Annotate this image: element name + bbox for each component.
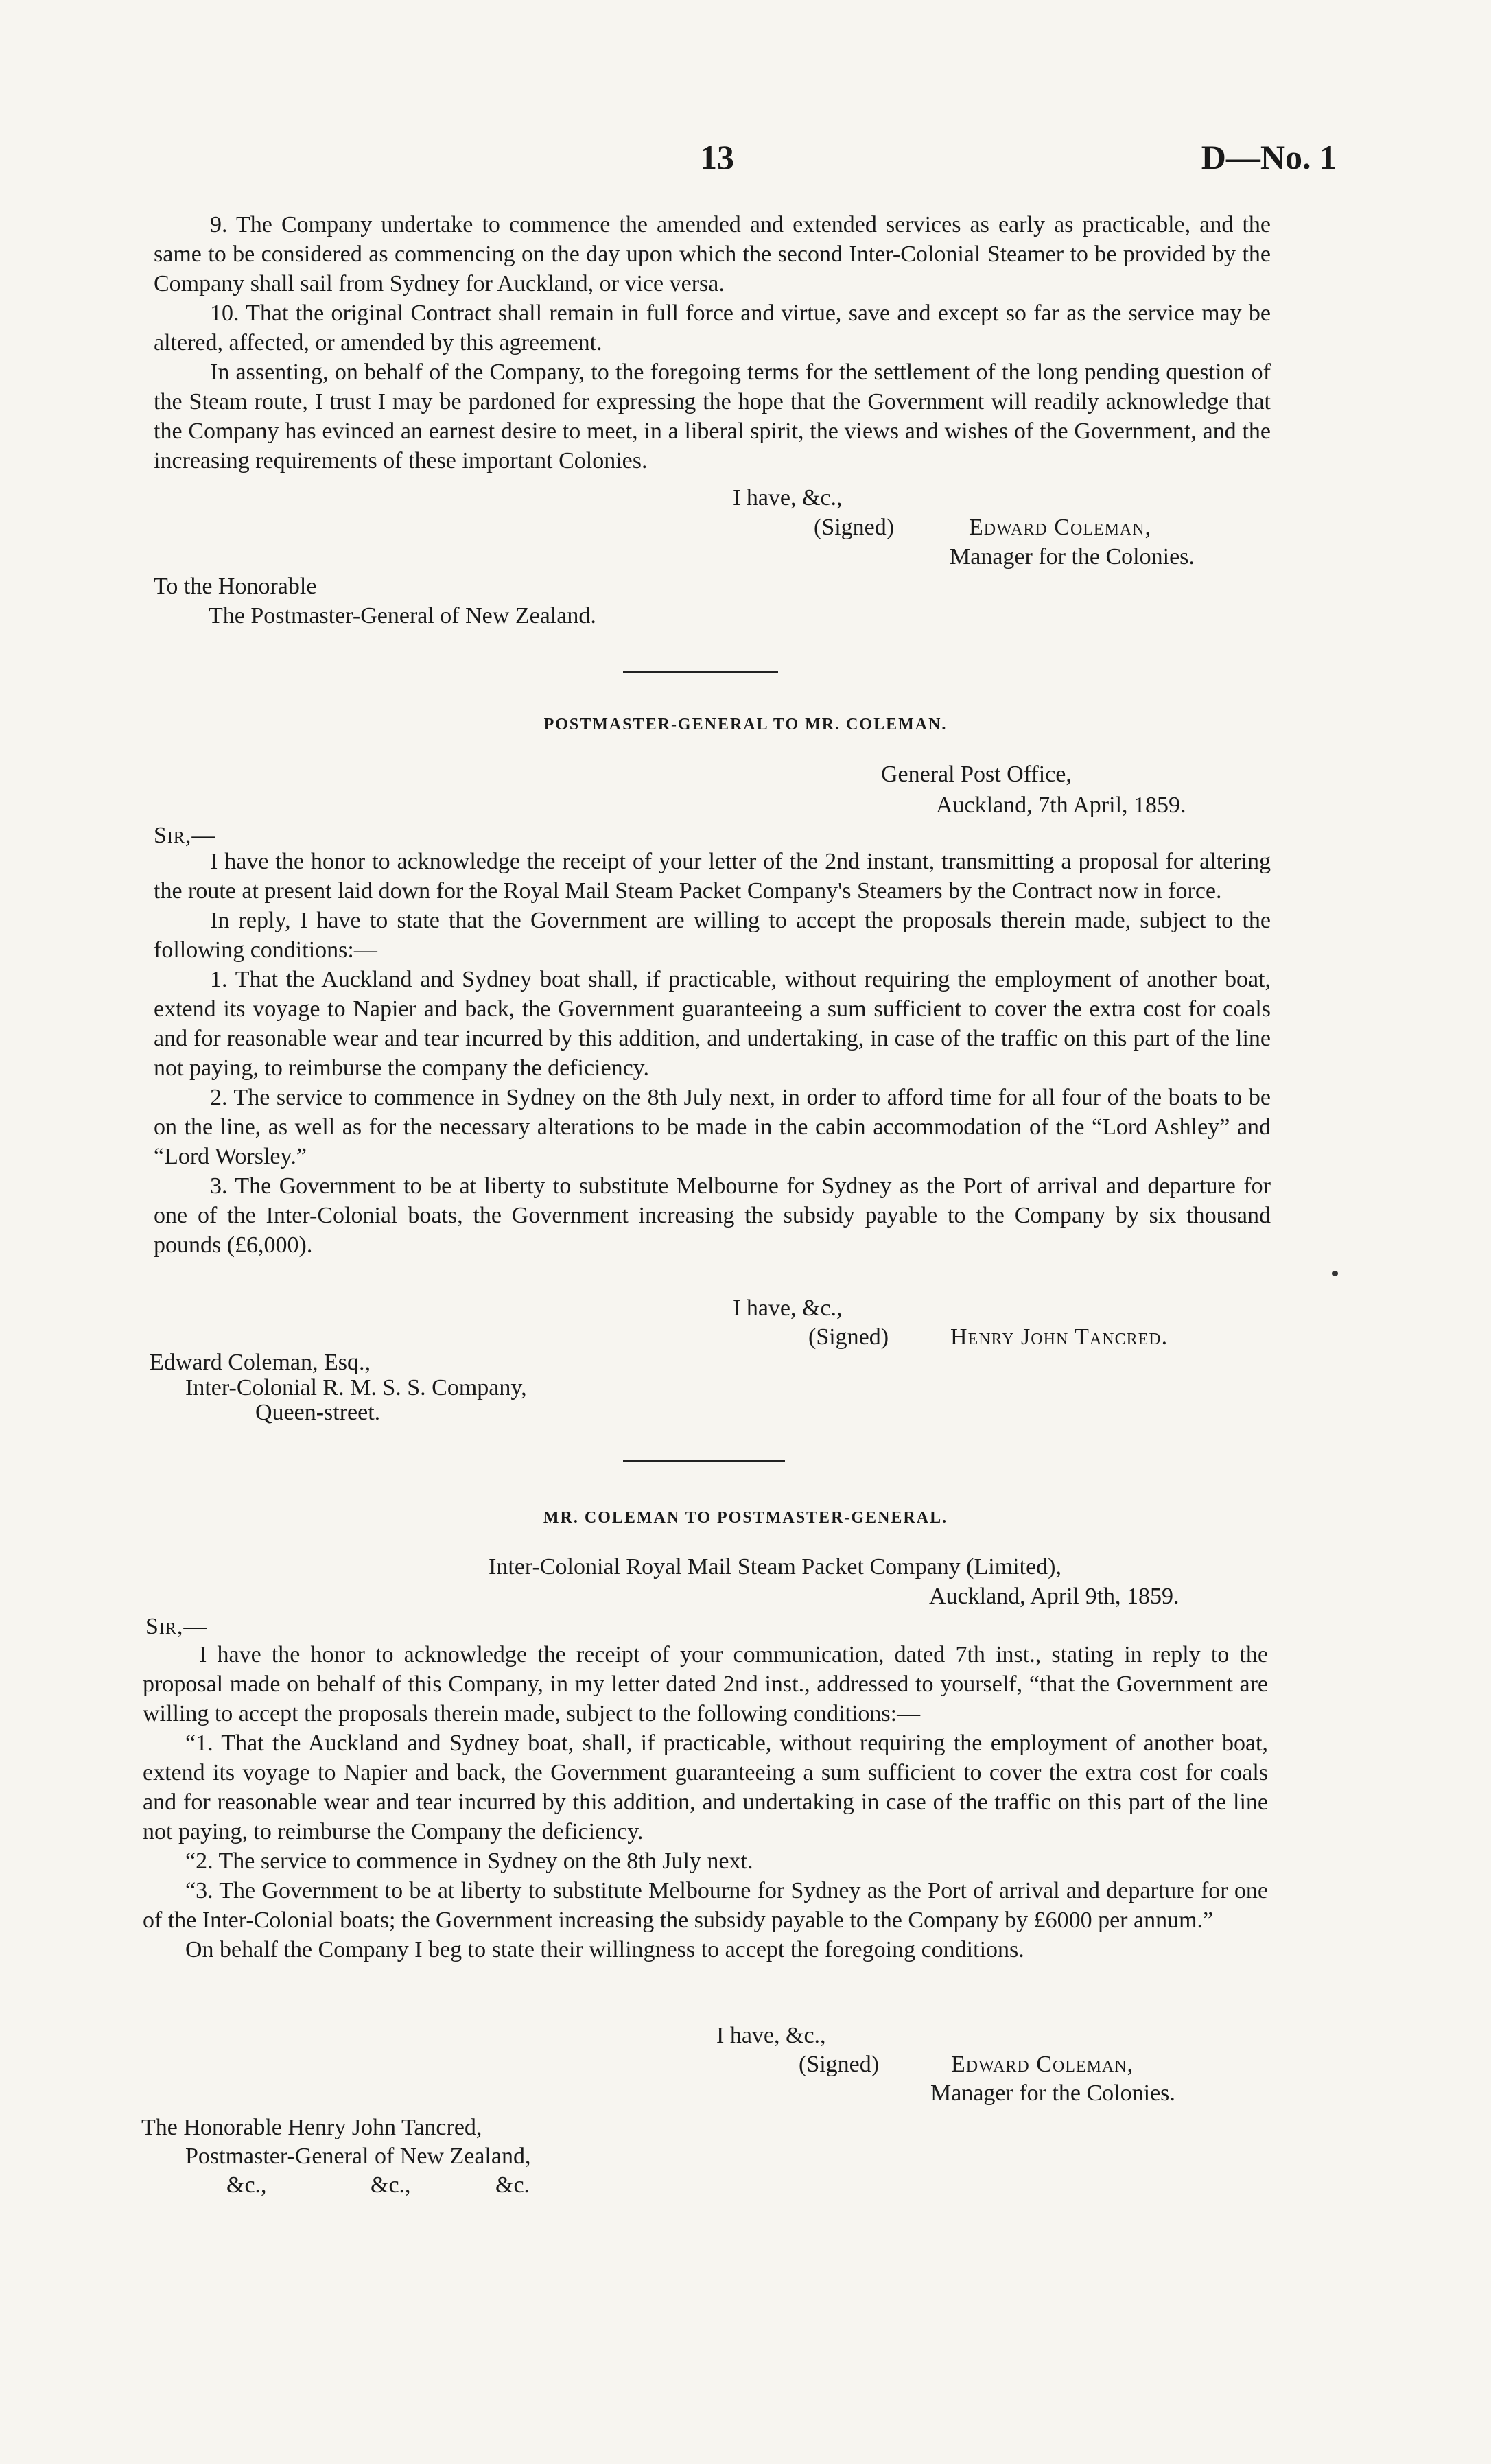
page-number: 13 (700, 138, 734, 176)
signatory: Henry John Tancred. (950, 1324, 1169, 1350)
letter1-body (154, 210, 1271, 476)
section-divider (623, 1460, 785, 1462)
etc: &c., (371, 2172, 411, 2198)
letter-date: Auckland, April 9th, 1859. (929, 1584, 1179, 1609)
salutation: Sir,— (145, 1614, 208, 1639)
signatory-title: Manager for the Colonies. (950, 544, 1195, 570)
paragraph: 2. The service to commence in Sydney on the 8th July next, in order to afford time for all four of the boats to be on the line, as well as for the necessary alterations to be made in the cabin accommodation of the “Lord Ashley” and “Lord Worsley.” (154, 1085, 1271, 1169)
recipient-address: The Honorable Henry John Tancred, (141, 2115, 482, 2140)
letter-heading: MR. COLEMAN TO POSTMASTER-GENERAL. (543, 1509, 948, 1527)
paragraph: I have the honor to acknowledge the receipt of your letter of the 2nd instant, transmitting a proposal for altering the route at present laid down for the Royal Mail Steam Packet Company's Steamers by the Contract now in force. (154, 849, 1271, 904)
recipient-address: Inter-Colonial R. M. S. S. Company, (185, 1375, 527, 1400)
paragraph: In reply, I have to state that the Government are willing to accept the proposals therein made, subject to the following conditions:— (154, 908, 1271, 963)
paragraph: “3. The Government to be at liberty to substitute Melbourne for Sydney as the Port of arrival and departure for one of the Inter-Colonial boats; the Government increasing the subsidy payable to the Company by £6000 per annum.” (143, 1878, 1268, 1933)
document-reference: D—No. 1 (1201, 138, 1337, 176)
paragraph: 10. That the original Contract shall remain in full force and virtue, save and except so far as the service may be altered, affected, or amended by this agreement. (154, 301, 1271, 355)
signed-label: (Signed) (814, 515, 895, 540)
paragraph: I have the honor to acknowledge the receipt of your communication, dated 7th inst., stating in reply to the proposal made on behalf of this Company, in my letter dated 2nd inst., addressed to yourself, “that the Government are willing to accept the proposals therein made, subject to the following conditions:— (143, 1642, 1268, 1726)
paragraph: “1. That the Auckland and Sydney boat, shall, if practicable, without requiring the employment of another boat, extend its voyage to Napier and back, the Government guaranteeing a sum sufficient to cover the extra cost for coals and for reasonable wear and tear incurred by this addition, and undertaking in case of the traffic on this part of the line not paying, to reimburse the Company the deficiency. (143, 1730, 1268, 1844)
addressee: To the Honorable (154, 574, 317, 599)
paragraph: “2. The service to commence in Sydney on the 8th July next. (185, 1849, 753, 1874)
letter3-body (143, 1640, 1268, 1964)
stray-mark (1332, 1271, 1338, 1276)
section-divider (623, 671, 778, 673)
letter-place: Inter-Colonial Royal Mail Steam Packet Company (Limited), (489, 1554, 1061, 1580)
signatory: Edward Coleman, (951, 2052, 1134, 2077)
signatory: Edward Coleman, (969, 515, 1152, 540)
paragraph: 1. That the Auckland and Sydney boat shall, if practicable, without requiring the employment of another boat, extend its voyage to Napier and back, the Government guaranteeing a sum sufficient to cover the extra cost for coals and for reasonable wear and tear incurred by this addition, and undertaking, in case of the traffic on this part of the line not paying, to reimburse the company the deficiency. (154, 967, 1271, 1081)
recipient-address: Edward Coleman, Esq., (150, 1350, 371, 1375)
signed-label: (Signed) (799, 2052, 880, 2077)
recipient-address: Postmaster-General of New Zealand, (185, 2144, 531, 2169)
closing: I have, &c., (733, 1295, 843, 1321)
paragraph: 3. The Government to be at liberty to substitute Melbourne for Sydney as the Port of arrival and departure for one of the Inter-Colonial boats, the Government increasing the subsidy payable to the Company by six thousand pounds (£6,000). (154, 1173, 1271, 1258)
signatory-title: Manager for the Colonies. (930, 2080, 1175, 2106)
letter-date: Auckland, 7th April, 1859. (936, 793, 1186, 818)
paragraph: On behalf the Company I beg to state their willingness to accept the foregoing conditions. (185, 1937, 1024, 1962)
addressee: The Postmaster-General of New Zealand. (209, 603, 596, 629)
closing: I have, &c., (716, 2023, 826, 2048)
etc: &c. (495, 2172, 530, 2198)
letter-heading: POSTMASTER-GENERAL TO MR. COLEMAN. (543, 716, 948, 734)
paragraph: 9. The Company undertake to commence the amended and extended services as early as practicable, and the same to be considered as commencing on the day upon which the second Inter-Colonial Steamer to be provided by the Company shall sail from Sydney for Auckland, or vice versa. (154, 212, 1271, 296)
letter2-body (154, 847, 1271, 1260)
etc: &c., (226, 2172, 267, 2198)
signed-label: (Signed) (808, 1324, 889, 1350)
salutation: Sir,— (154, 823, 216, 848)
closing: I have, &c., (733, 485, 843, 511)
page-header (0, 137, 1491, 185)
recipient-address: Queen-street. (255, 1400, 381, 1425)
letter-place: General Post Office, (881, 762, 1072, 787)
paragraph: In assenting, on behalf of the Company, to the foregoing terms for the settlement of the long pending question of the Steam route, I trust I may be pardoned for expressing the hope that the Government will readily acknowledge that the Company has evinced an earnest desire to meet, in a liberal spirit, the views and wishes of the Government, and the increasing requirements of these important Colonies. (154, 360, 1271, 473)
